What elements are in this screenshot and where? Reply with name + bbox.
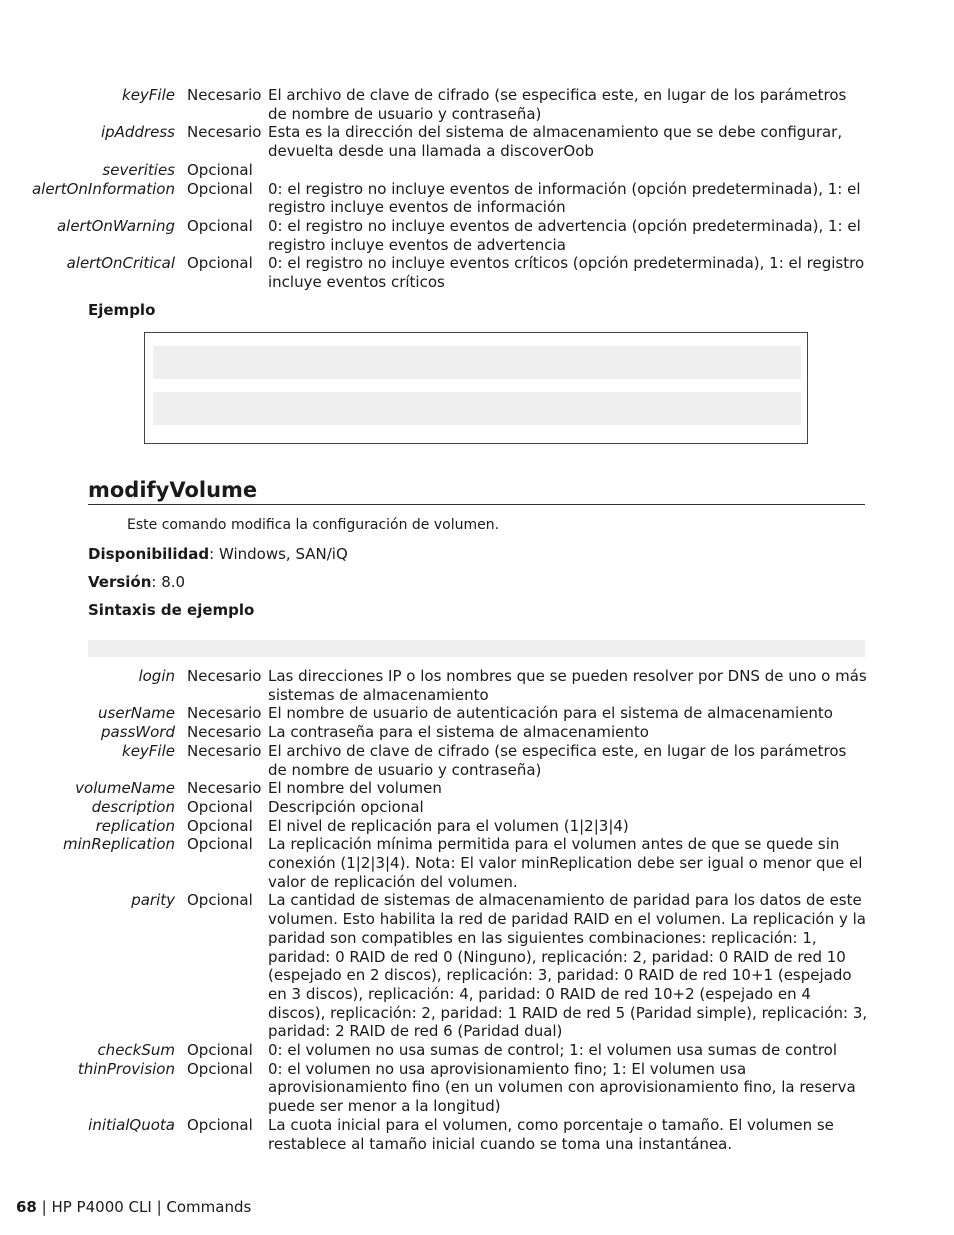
- section-intro: Este comando modifica la configuración de volumen.: [127, 517, 500, 533]
- param-description: El archivo de clave de cifrado (se especifica este, en lugar de los parámetros de nombre de usuario y contraseña): [268, 741, 847, 779]
- param-description: Descripción opcional: [268, 797, 424, 816]
- param-required: Opcional: [187, 816, 253, 835]
- param-description: Las direcciones IP o los nombres que se pueden resolver por DNS de uno o más sistemas de almacenamiento: [268, 667, 867, 704]
- param-row: [0, 723, 954, 742]
- param-description: El nombre del volumen: [268, 779, 442, 798]
- param-description: [268, 161, 868, 180]
- param-name: alertOnCritical: [66, 254, 175, 273]
- param-required: Opcional: [187, 835, 253, 854]
- param-row: [0, 704, 954, 723]
- param-row: [0, 667, 954, 704]
- param-row: [0, 1116, 954, 1153]
- param-name: volumeName: [75, 779, 175, 798]
- footer-text: | HP P4000 CLI | Commands: [36, 1198, 252, 1216]
- param-name: parity: [131, 891, 175, 910]
- param-row: [0, 1041, 954, 1060]
- section-title: modifyVolume: [88, 478, 865, 505]
- param-required: Opcional: [187, 797, 253, 816]
- availability-line: [88, 545, 348, 563]
- param-name: replication: [95, 816, 175, 835]
- availability-value: : Windows, SAN/iQ: [209, 545, 348, 563]
- version-value: : 8.0: [151, 573, 186, 591]
- param-description: El archivo de clave de cifrado (se especifica este, en lugar de los parámetros de nombre de usuario y contraseña): [268, 86, 847, 123]
- param-description: 0: el volumen no usa aprovisionamiento fino; 1: El volumen usa aprovisionamiento fino (en un volumen con aprovisionamiento fino, la reserva puede ser menor a la longitud): [268, 1059, 856, 1116]
- param-name: thinProvision: [77, 1059, 175, 1078]
- param-description: El nivel de replicación para el volumen (1|2|3|4): [268, 816, 629, 835]
- param-name: alertOnWarning: [56, 216, 175, 235]
- param-description: La cantidad de sistemas de almacenamiento de paridad para los datos de este volumen. Esto habilita la red de paridad RAID en el volumen. La replicación y la paridad son compatibles en las siguientes combinaciones: replicación: 1, paridad: 0 RAID de red 0 (Ninguno), replicación: 2, paridad: 0 RAID de red 10 (espejado en 2 discos), replicación: 3, paridad: 0 RAID de red 10+1 (espejado en 3 discos), replicación: 4, paridad: 0 RAID de red 10+2 (espejado en 4 discos), replicación: 2, paridad: 1 RAID de red 5 (Paridad simple), replicación: 3, paridad: 2 RAID de red 6 (Paridad dual): [268, 891, 868, 1041]
- param-row: [0, 835, 954, 891]
- availability-label: Disponibilidad: [88, 545, 210, 563]
- param-required: Opcional: [187, 1115, 253, 1134]
- param-description: La cuota inicial para el volumen, como porcentaje o tamaño. El volumen se restablece al tamaño inicial cuando se toma una instantánea.: [268, 1115, 834, 1153]
- param-required: Opcional: [187, 179, 253, 198]
- param-row: [0, 217, 954, 254]
- param-required: Necesario: [187, 667, 262, 685]
- param-row: [0, 1060, 954, 1116]
- param-name: initialQuota: [88, 1115, 175, 1134]
- param-name: description: [91, 797, 175, 816]
- param-row: [0, 798, 954, 817]
- param-required: Opcional: [187, 891, 253, 910]
- page-footer: [16, 1198, 251, 1216]
- param-row: [0, 180, 954, 217]
- param-row: [0, 779, 954, 798]
- param-row: [0, 161, 954, 180]
- param-required: Opcional: [187, 1041, 253, 1060]
- param-required: Necesario: [187, 86, 262, 104]
- param-required: Opcional: [187, 160, 253, 179]
- param-name: passWord: [100, 723, 175, 742]
- page-number: 68: [16, 1198, 37, 1216]
- syntax-code-bar: [88, 640, 865, 657]
- top-param-table: [0, 86, 954, 292]
- param-required: Opcional: [187, 216, 253, 235]
- example-code-box: [144, 332, 808, 444]
- param-row: [0, 742, 954, 779]
- param-name: login: [138, 667, 175, 685]
- param-description: 0: el volumen no usa sumas de control; 1: el volumen usa sumas de control: [268, 1041, 838, 1060]
- param-table: [0, 667, 954, 1153]
- param-name: severities: [102, 160, 175, 179]
- param-description: El nombre de usuario de autenticación para el sistema de almacenamiento: [268, 704, 833, 723]
- param-row: [0, 123, 954, 160]
- param-row: [0, 891, 954, 1041]
- param-description: 0: el registro no incluye eventos de advertencia (opción predeterminada), 1: el registro incluye eventos de advertencia: [268, 216, 861, 254]
- param-description: 0: el registro no incluye eventos de información (opción predeterminada), 1: el registro incluye eventos de información: [268, 179, 861, 217]
- param-required: Necesario: [187, 123, 262, 142]
- param-description: La replicación mínima permitida para el volumen antes de que se quede sin conexión (1|2|3|4). Nota: El valor minReplication debe ser igual o menor que el valor de replicación del volumen.: [268, 835, 863, 891]
- param-description: Esta es la dirección del sistema de almacenamiento que se debe configurar, devuelta desde una llamada a discoverOob: [268, 123, 843, 161]
- version-line: [88, 573, 185, 591]
- param-required: Opcional: [187, 1059, 253, 1078]
- param-name: minReplication: [63, 835, 175, 854]
- param-description: La contraseña para el sistema de almacenamiento: [268, 723, 649, 742]
- param-required: Necesario: [187, 741, 262, 760]
- param-name: keyFile: [122, 741, 175, 760]
- syntax-label: Sintaxis de ejemplo: [88, 601, 255, 619]
- param-required: Necesario: [187, 704, 262, 723]
- param-row: [0, 817, 954, 836]
- param-name: userName: [98, 704, 175, 723]
- param-row: [0, 254, 954, 291]
- code-line: [153, 346, 801, 379]
- param-name: ipAddress: [100, 123, 175, 142]
- version-label: Versión: [88, 573, 152, 591]
- code-line: [153, 392, 801, 425]
- param-name: alertOnInformation: [31, 179, 175, 198]
- param-description: 0: el registro no incluye eventos críticos (opción predeterminada), 1: el registro incluye eventos críticos: [268, 254, 865, 292]
- param-name: keyFile: [122, 86, 175, 104]
- param-row: [0, 86, 954, 123]
- param-required: Necesario: [187, 779, 262, 798]
- param-name: checkSum: [97, 1041, 175, 1060]
- param-required: Opcional: [187, 254, 253, 273]
- example-label: Ejemplo: [88, 301, 156, 319]
- param-required: Necesario: [187, 723, 262, 742]
